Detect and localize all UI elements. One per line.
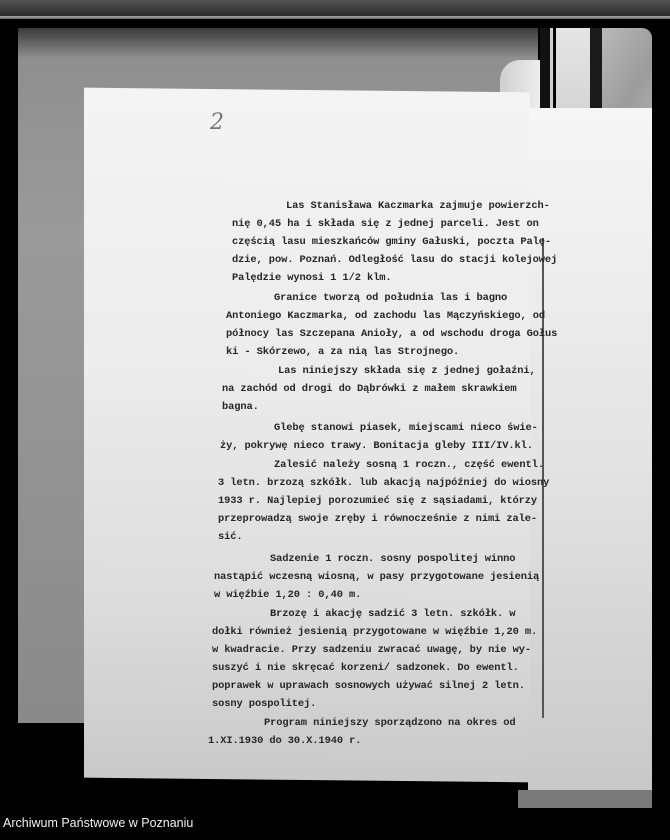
document-line: sić.	[218, 531, 243, 544]
document-line: przeprowadzą swoje zręby i równocześnie z nimi zale-	[218, 513, 538, 526]
document-line: Program niniejszy sporządzono na okres od	[264, 716, 516, 729]
document-line: nastąpić wczesną wiosną, w pasy przygotowane jesienią	[214, 570, 540, 583]
document-line: Glebę stanowi piasek, miejscami nieco świe-	[274, 421, 538, 434]
document-line: ży, pokrywę nieco trawy. Bonitacja gleby III/IV.kl.	[220, 439, 533, 452]
document-line: sosny pospolitej.	[212, 697, 317, 710]
document-line: Las Stanisława Kaczmarka zajmuje powierzch-	[286, 200, 550, 212]
document-line: Zalesić należy sosną 1 roczn., część ewentl.	[274, 458, 544, 471]
sheet-shadow	[18, 28, 538, 58]
document-line: częścią lasu mieszkańców gminy Gałuski, poczta Palę-	[232, 236, 552, 249]
document-line: Antoniego Kaczmarka, od zachodu las Mączyńskiego, od	[226, 310, 546, 323]
adjacent-page-bottom	[518, 790, 652, 808]
document-line: 1933 r. Najlepiej porozumieć się z sąsiadami, którzy	[218, 494, 538, 507]
document-line: 1.XI.1930 do 30.X.1940 r.	[208, 734, 362, 747]
document-line: dołki również jesienią przygotowane w więźbie 1,20 m.	[212, 625, 538, 638]
document-line: północy las Szczepana Anioły, a od wschodu droga Gołus	[226, 328, 558, 341]
document-line: Sadzenie 1 roczn. sosny pospolitej winno	[270, 552, 516, 565]
document-line: poprawek w uprawach sosnowych używać silnej 2 letn.	[212, 679, 525, 692]
document-line: 3 letn. brzozą szkółk. lub akacją najpóźniej do wiosny	[218, 476, 550, 489]
document-line: suszyć i nie skręcać korzeni/ sadzonek. Do ewentl.	[212, 661, 519, 674]
handwritten-page-number: 2	[210, 110, 224, 135]
document-line: Las niniejszy składa się z jednej gołaźni,	[278, 365, 536, 378]
document-line: na zachód od drogi do Dąbrówki z małem skrawkiem	[222, 383, 517, 396]
typewritten-document-page	[84, 88, 530, 783]
document-line: Palędzie wynosi 1 1/2 klm.	[232, 272, 392, 285]
document-line: w kwadracie. Przy sadzeniu zwracać uwagę, by nie wy-	[212, 643, 532, 656]
document-line: bagna.	[222, 401, 259, 414]
document-line: dzie, pow. Poznań. Odległość lasu do stacji kolejowej	[232, 254, 558, 267]
document-line: w więźbie 1,20 : 0,40 m.	[214, 588, 362, 601]
document-line: Granice tworzą od południa las i bagno	[274, 292, 508, 305]
scanner-edge-line	[0, 16, 670, 19]
document-line: nię 0,45 ha i składa się z jednej parceli. Jest on	[232, 218, 539, 231]
document-line: Brzozę i akację sadzić 3 letn. szkółk. w	[270, 607, 516, 620]
scanner-top-edge	[0, 0, 670, 16]
document-line: ki - Skórzewo, a za nią las Strojnego.	[226, 346, 460, 359]
archive-credit: Archiwum Państwowe w Poznaniu	[3, 816, 194, 830]
